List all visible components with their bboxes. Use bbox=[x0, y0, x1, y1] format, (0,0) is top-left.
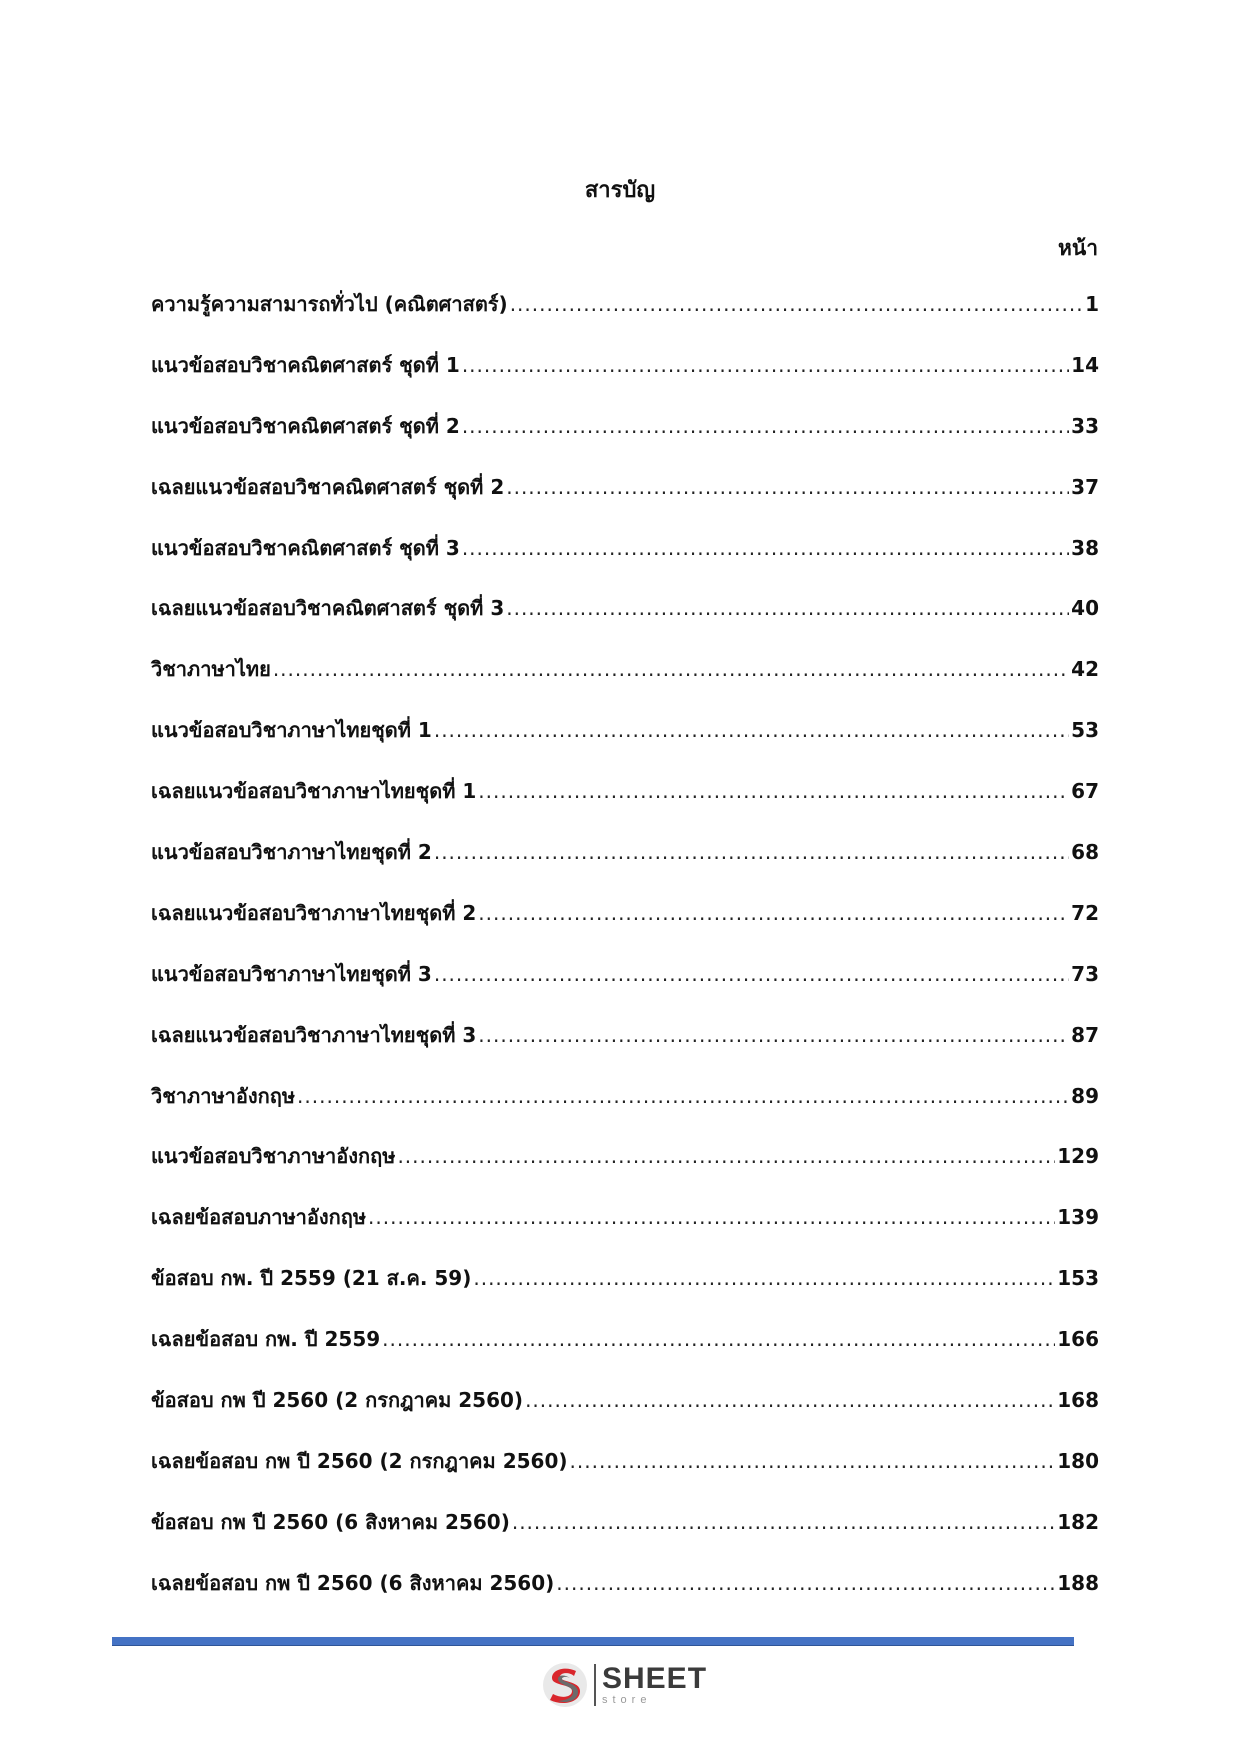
toc-entry-page-number: 139 bbox=[1057, 1205, 1099, 1230]
toc-entry-page-number: 67 bbox=[1071, 779, 1099, 804]
toc-entry-title: วิชาภาษาอังกฤษ bbox=[151, 1083, 296, 1108]
toc-dot-leader bbox=[434, 962, 1069, 986]
toc-dot-leader bbox=[510, 292, 1083, 316]
toc-entry-page-number: 72 bbox=[1071, 900, 1099, 925]
toc-entry-title: ความรู้ความสามารถทั่วไป (คณิตศาสตร์) bbox=[151, 292, 508, 316]
toc-entry[interactable] bbox=[151, 288, 1099, 349]
toc-entry-title: เฉลยข้อสอบ กพ ปี 2560 (6 สิงหาคม 2560) bbox=[151, 1570, 555, 1595]
toc-dot-leader bbox=[478, 1023, 1069, 1047]
toc-entry-title: เฉลยข้อสอบภาษาอังกฤษ bbox=[151, 1205, 367, 1230]
logo-divider bbox=[594, 1664, 596, 1706]
toc-entry[interactable] bbox=[151, 1201, 1099, 1262]
page-column-label: หน้า bbox=[1058, 236, 1098, 260]
toc-entry-title: แนวข้อสอบวิชาภาษาไทยชุดที่ 3 bbox=[151, 961, 432, 986]
toc-dot-leader bbox=[478, 901, 1069, 925]
toc-dot-leader bbox=[434, 840, 1069, 864]
toc-entry-page-number: 188 bbox=[1057, 1570, 1099, 1595]
toc-entry[interactable] bbox=[151, 1323, 1099, 1384]
toc-dot-leader bbox=[462, 353, 1069, 377]
toc-dot-leader bbox=[556, 1571, 1055, 1595]
toc-entry-page-number: 73 bbox=[1071, 961, 1099, 986]
toc-entry-title: แนวข้อสอบวิชาภาษาไทยชุดที่ 2 bbox=[151, 840, 432, 865]
toc-dot-leader bbox=[473, 1266, 1055, 1290]
toc-entry-page-number: 53 bbox=[1071, 718, 1099, 743]
toc-entry-page-number: 180 bbox=[1057, 1448, 1099, 1473]
toc-entry[interactable] bbox=[151, 775, 1099, 836]
toc-entry-page-number: 33 bbox=[1071, 413, 1099, 438]
toc-dot-leader bbox=[434, 718, 1069, 742]
toc-entry[interactable] bbox=[151, 410, 1099, 471]
toc-entry-page-number: 40 bbox=[1071, 596, 1099, 621]
sheet-store-logo-icon bbox=[540, 1660, 590, 1710]
toc-entry-page-number: 153 bbox=[1057, 1266, 1099, 1291]
toc-dot-leader bbox=[462, 414, 1069, 438]
toc-entry[interactable] bbox=[151, 958, 1099, 1019]
toc-entry[interactable] bbox=[151, 714, 1099, 775]
toc-entry-page-number: 68 bbox=[1071, 840, 1099, 865]
toc-entry-title: วิชาภาษาไทย bbox=[151, 657, 271, 682]
toc-entry-title: ข้อสอบ กพ. ปี 2559 (21 ส.ค. 59) bbox=[151, 1266, 472, 1291]
sheet-store-logo bbox=[540, 1659, 720, 1711]
toc-entry[interactable] bbox=[151, 897, 1099, 958]
toc-entry-page-number: 182 bbox=[1057, 1509, 1099, 1534]
toc-entry-title: เฉลยแนวข้อสอบวิชาภาษาไทยชุดที่ 3 bbox=[151, 1022, 477, 1047]
table-of-contents bbox=[151, 288, 1099, 1628]
toc-dot-leader bbox=[462, 536, 1069, 560]
footer-rule bbox=[112, 1637, 1074, 1646]
toc-entry-page-number: 166 bbox=[1057, 1327, 1099, 1352]
toc-entry-title: เฉลยข้อสอบ กพ. ปี 2559 bbox=[151, 1327, 381, 1352]
toc-entry-page-number: 87 bbox=[1071, 1022, 1099, 1047]
toc-dot-leader bbox=[273, 657, 1069, 681]
logo-sub-text: store bbox=[602, 1694, 652, 1706]
toc-entry-title: แนวข้อสอบวิชาภาษาอังกฤษ bbox=[151, 1144, 396, 1169]
toc-entry-page-number: 42 bbox=[1071, 657, 1099, 682]
toc-entry[interactable] bbox=[151, 349, 1099, 410]
toc-dot-leader bbox=[297, 1084, 1069, 1108]
toc-entry-title: ข้อสอบ กพ ปี 2560 (2 กรกฎาคม 2560) bbox=[151, 1388, 524, 1413]
toc-entry-page-number: 1 bbox=[1085, 292, 1099, 316]
toc-entry-page-number: 14 bbox=[1071, 352, 1099, 377]
toc-entry[interactable] bbox=[151, 1140, 1099, 1201]
toc-entry[interactable] bbox=[151, 1445, 1099, 1506]
toc-entry-title: แนวข้อสอบวิชาคณิตศาสตร์ ชุดที่ 2 bbox=[151, 413, 460, 438]
page-title: สารบัญ bbox=[584, 178, 656, 203]
toc-entry-title: เฉลยแนวข้อสอบวิชาคณิตศาสตร์ ชุดที่ 3 bbox=[151, 596, 505, 621]
toc-dot-leader bbox=[382, 1327, 1055, 1351]
toc-entry[interactable] bbox=[151, 592, 1099, 653]
toc-dot-leader bbox=[570, 1449, 1056, 1473]
toc-dot-leader bbox=[397, 1144, 1055, 1168]
toc-entry-title: แนวข้อสอบวิชาคณิตศาสตร์ ชุดที่ 1 bbox=[151, 352, 460, 377]
toc-entry[interactable] bbox=[151, 1506, 1099, 1567]
toc-entry[interactable] bbox=[151, 532, 1099, 593]
toc-entry[interactable] bbox=[151, 1262, 1099, 1323]
toc-entry[interactable] bbox=[151, 1384, 1099, 1445]
logo-main-text: SHEET bbox=[602, 1662, 708, 1695]
toc-entry[interactable] bbox=[151, 1080, 1099, 1141]
toc-dot-leader bbox=[525, 1388, 1055, 1412]
toc-dot-leader bbox=[506, 475, 1069, 499]
toc-entry-title: แนวข้อสอบวิชาคณิตศาสตร์ ชุดที่ 3 bbox=[151, 535, 460, 560]
toc-entry-title: ข้อสอบ กพ ปี 2560 (6 สิงหาคม 2560) bbox=[151, 1509, 510, 1534]
toc-entry-title: เฉลยแนวข้อสอบวิชาคณิตศาสตร์ ชุดที่ 2 bbox=[151, 474, 505, 499]
toc-entry[interactable] bbox=[151, 653, 1099, 714]
toc-entry[interactable] bbox=[151, 1019, 1099, 1080]
toc-entry-page-number: 38 bbox=[1071, 535, 1099, 560]
toc-dot-leader bbox=[506, 596, 1069, 620]
toc-dot-leader bbox=[368, 1205, 1055, 1229]
toc-entry-title: เฉลยแนวข้อสอบวิชาภาษาไทยชุดที่ 2 bbox=[151, 900, 477, 925]
toc-dot-leader bbox=[512, 1510, 1055, 1534]
toc-entry-title: เฉลยข้อสอบ กพ ปี 2560 (2 กรกฎาคม 2560) bbox=[151, 1448, 568, 1473]
toc-entry-page-number: 89 bbox=[1071, 1083, 1099, 1108]
toc-entry-title: เฉลยแนวข้อสอบวิชาภาษาไทยชุดที่ 1 bbox=[151, 779, 477, 804]
toc-entry[interactable] bbox=[151, 471, 1099, 532]
toc-entry-page-number: 129 bbox=[1057, 1144, 1099, 1169]
toc-entry-page-number: 168 bbox=[1057, 1388, 1099, 1413]
toc-entry-page-number: 37 bbox=[1071, 474, 1099, 499]
toc-entry-title: แนวข้อสอบวิชาภาษาไทยชุดที่ 1 bbox=[151, 718, 432, 743]
toc-entry[interactable] bbox=[151, 1567, 1099, 1628]
toc-dot-leader bbox=[478, 779, 1069, 803]
logo-text bbox=[602, 1664, 707, 1706]
toc-entry[interactable] bbox=[151, 836, 1099, 897]
